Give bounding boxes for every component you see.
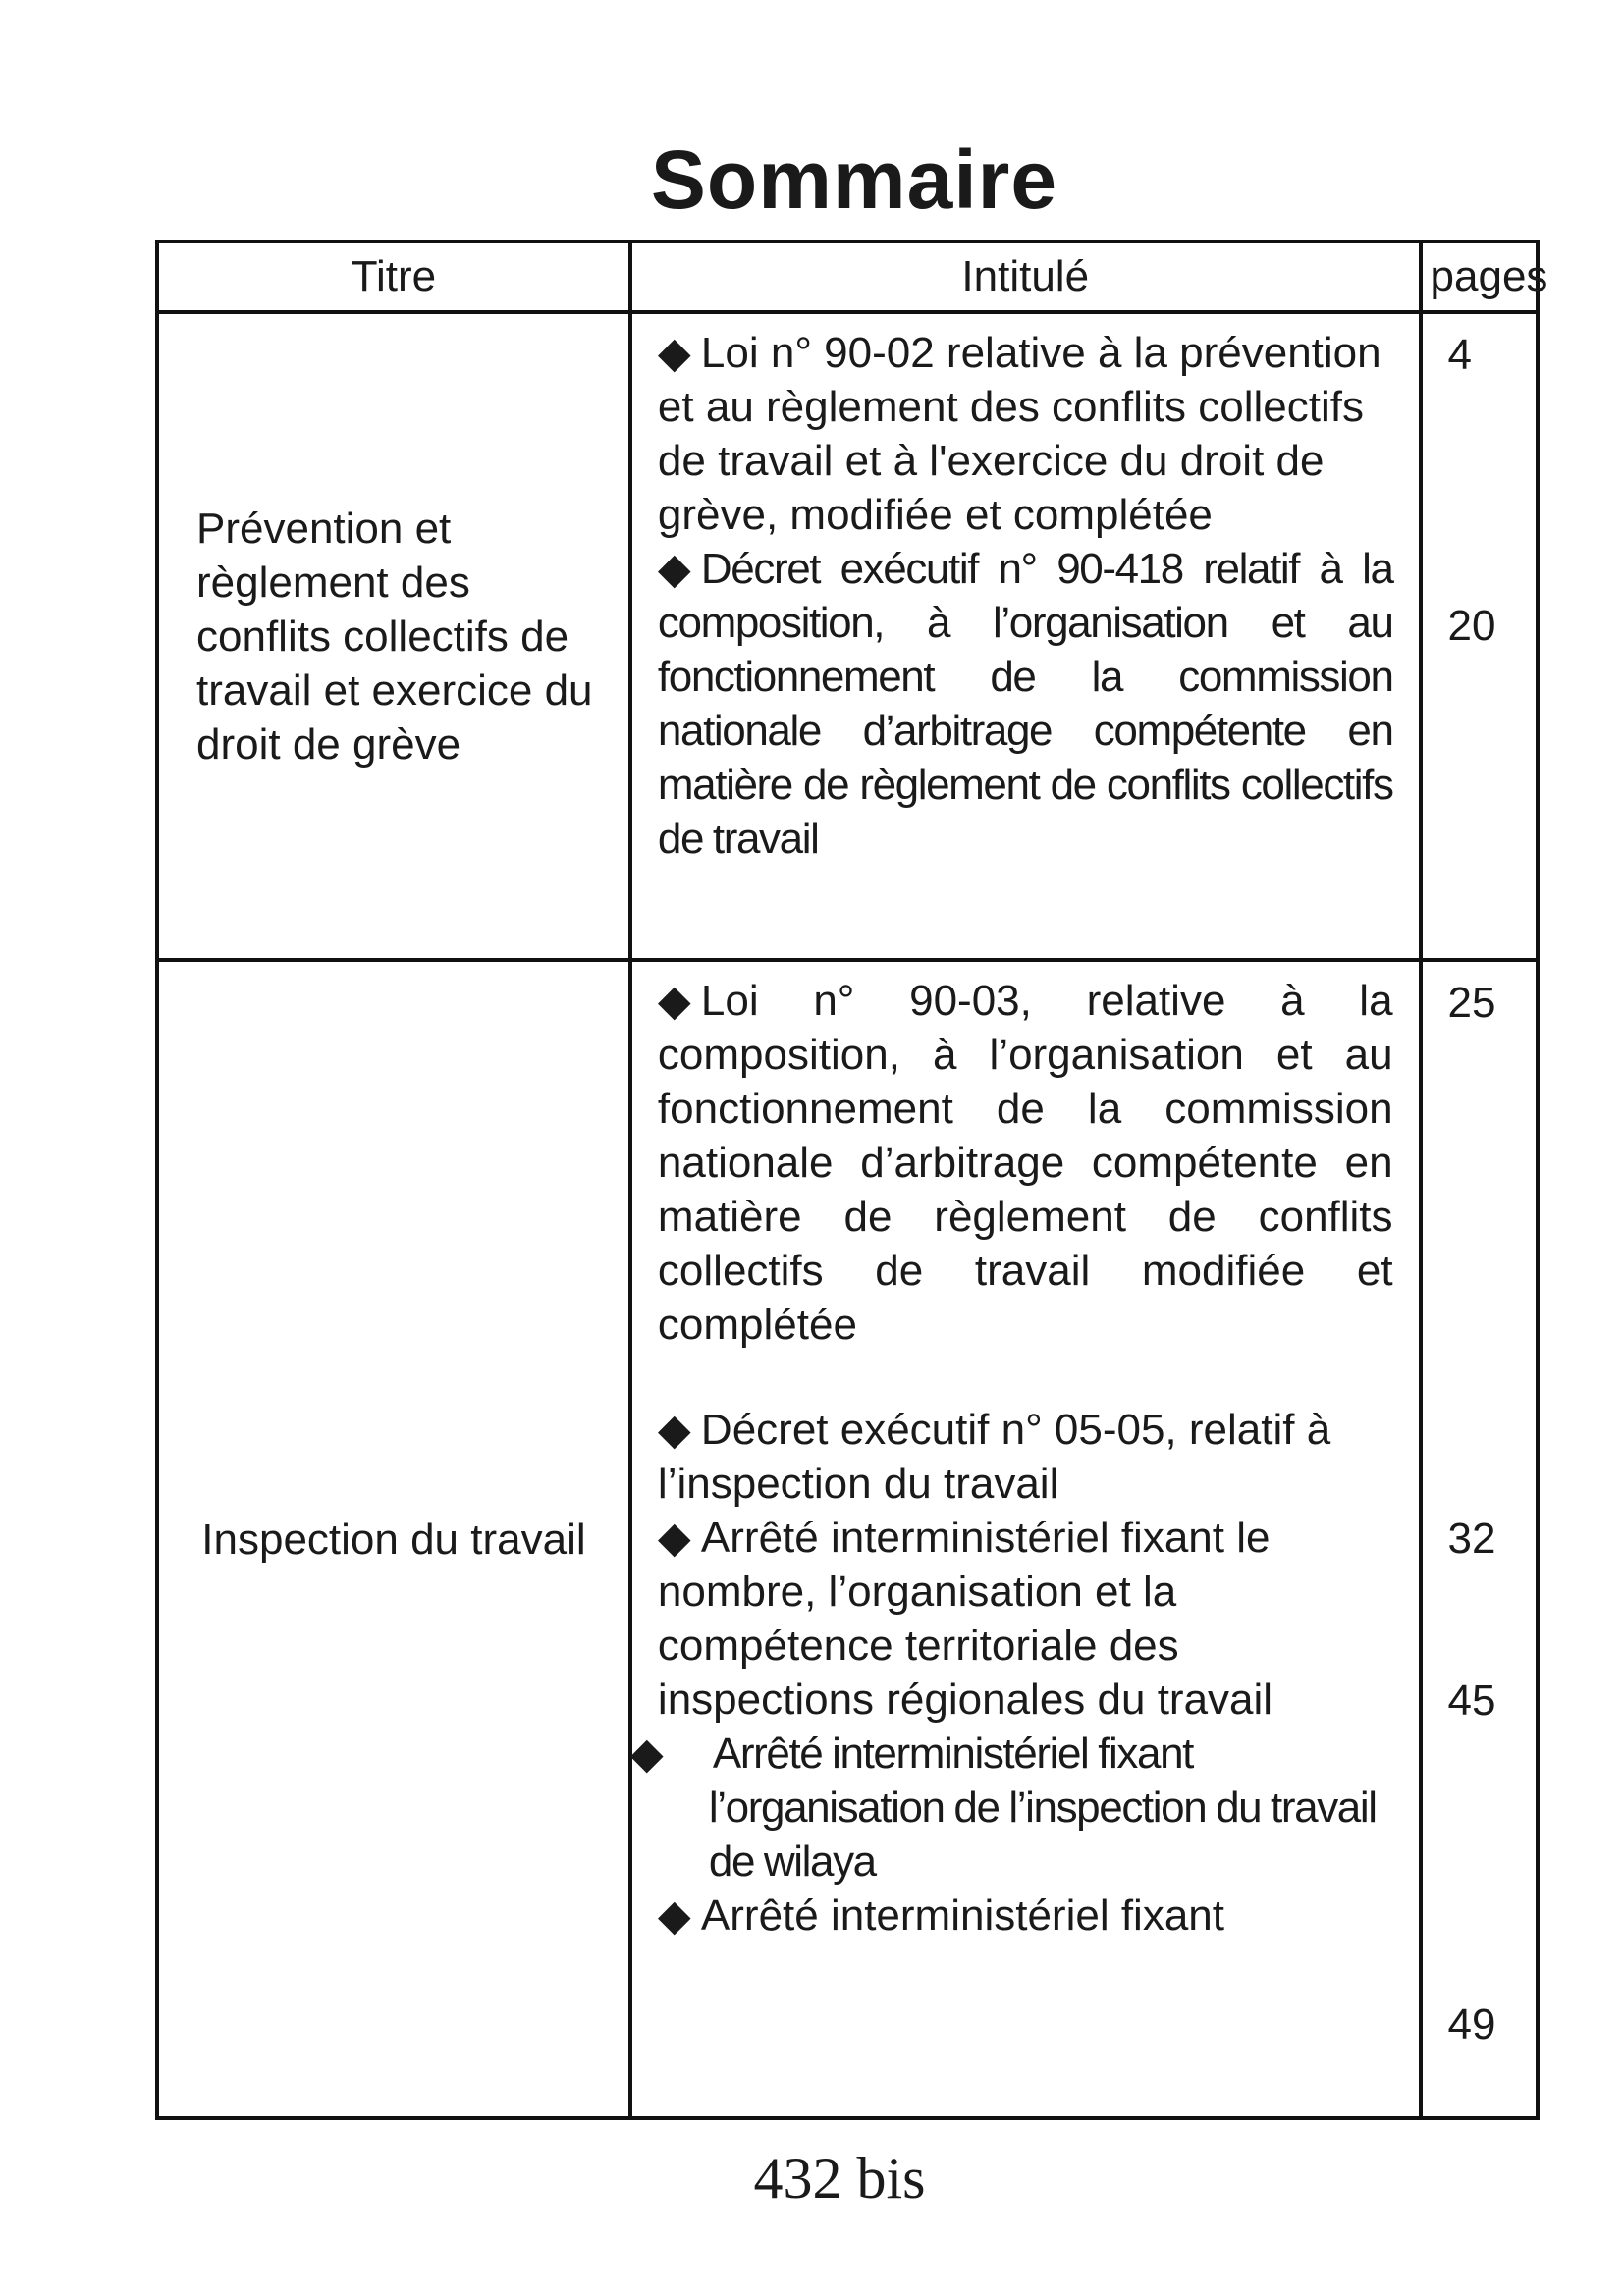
toc-entry[interactable] [658, 1511, 1393, 1727]
toc-entry[interactable] [658, 542, 1393, 866]
diamond-bullet-icon: ◆ [629, 1730, 663, 1778]
diamond-bullet-icon: ◆ [657, 545, 690, 593]
page-number: 20 [1447, 602, 1496, 650]
entry-text: Loi n° 90-03, relative à la composition, à l’organisation et au fonctionnement de la commission nationale d’arbitrage compétente en matière de règlement de conflits collectifs de travail modifiée et complétée [657, 977, 1393, 1349]
toc-entry[interactable] [658, 974, 1393, 1352]
table-row [157, 312, 1538, 960]
row-pages [1421, 312, 1538, 960]
entry-text: Décret exécutif n° 90-418 relatif à la composition, à l’organisation et au fonctionnement de la commission nationale d’arbitrage compétente en matière de règlement de conflits collectifs de travail [657, 545, 1393, 863]
row-intitule [630, 312, 1421, 960]
entry-text: Décret exécutif n° 05-05, relatif à l’inspection du travail [657, 1406, 1331, 1508]
page-number: 4 [1447, 331, 1473, 379]
header-intitule: Intitulé [630, 241, 1421, 312]
row-title: Prévention et règlement des conflits collectifs de travail et exercice du droit de grève [157, 312, 630, 960]
page-number: 25 [1447, 979, 1496, 1027]
entry-text: Loi n° 90-02 relative à la prévention et au règlement des conflits collectifs de travail et à l'exercice du droit de grève, modifiée et complétée [657, 329, 1381, 539]
header-titre: Titre [157, 241, 630, 312]
toc-entry[interactable] [658, 326, 1393, 542]
summary-table [155, 240, 1548, 2120]
entry-text: Arrêté interministériel fixant le nombre, l’organisation et la compétence territoriale des inspections régionales du travail [657, 1514, 1273, 1724]
diamond-bullet-icon: ◆ [657, 1406, 691, 1454]
diamond-bullet-icon: ◆ [657, 977, 691, 1025]
page-number: 49 [1447, 2001, 1496, 2049]
row-intitule [630, 960, 1421, 2118]
page-number: 32 [1447, 1515, 1496, 1563]
entry-text: Arrêté interministériel fixant [700, 1892, 1224, 1940]
toc-entry[interactable] [658, 1889, 1393, 1943]
diamond-bullet-icon: ◆ [657, 329, 691, 377]
table-row [157, 960, 1538, 2118]
page-number: 45 [1447, 1677, 1496, 1725]
diamond-bullet-icon: ◆ [657, 1514, 691, 1562]
toc-entry[interactable] [629, 1727, 1393, 1889]
page-title: Sommaire [650, 133, 1058, 226]
header-pages: pages [1421, 241, 1538, 312]
table-header-row [157, 241, 1538, 312]
page-number-footer: 432 bis [753, 2146, 926, 2211]
row-pages [1421, 960, 1538, 2118]
toc-entry[interactable] [658, 1403, 1393, 1511]
entry-text: Arrêté interministériel fixant l’organisation de l’inspection du travail de wilaya [708, 1730, 1377, 1886]
diamond-bullet-icon: ◆ [657, 1892, 691, 1940]
row-title: Inspection du travail [157, 960, 630, 2118]
